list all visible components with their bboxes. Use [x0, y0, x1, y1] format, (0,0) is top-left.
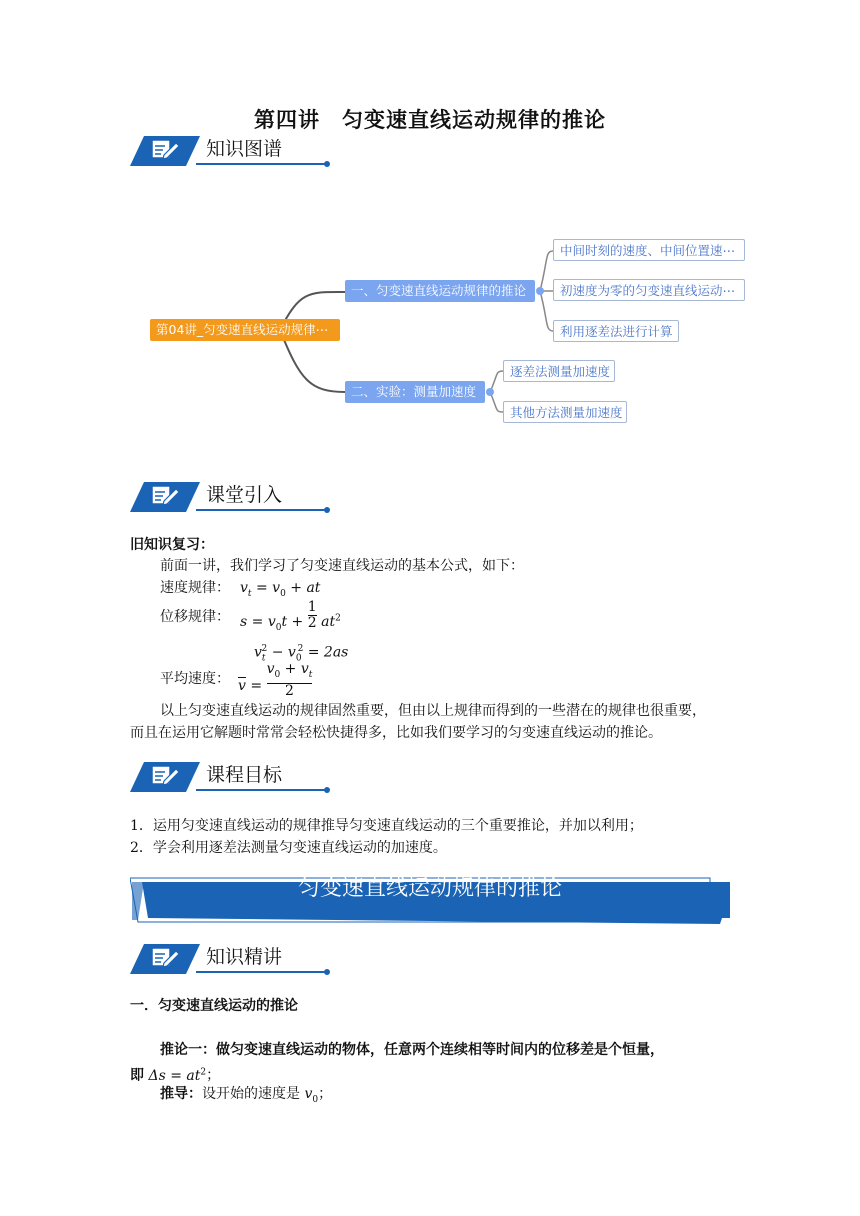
- inference-label: 推论一：: [160, 1042, 216, 1058]
- derivation-text: 设开始的速度是: [202, 1086, 300, 1102]
- lecture-heading: 一．匀变速直线运动的推论: [130, 998, 298, 1014]
- section-header-lecture: [130, 940, 330, 976]
- inference-one: [160, 1039, 664, 1061]
- derivation-label: 推导：: [160, 1086, 202, 1102]
- goal-item: 2．学会利用逐差法测量匀变速直线运动的加速度。: [130, 840, 447, 856]
- section-title: 课程目标: [206, 764, 283, 786]
- formula-average-velocity: $\overline{v} = v_0 + v_t$ 2: [238, 661, 313, 699]
- notepad-pencil-icon: [150, 946, 180, 968]
- mindmap-leaf[interactable]: 其他方法测量加速度: [503, 401, 627, 423]
- mindmap-leaf[interactable]: 利用逐差法进行计算: [553, 320, 679, 342]
- formula-velocity-squared: $v_t^2 - v_0^2 = 2as$: [254, 644, 349, 664]
- banner-title: 匀变速直线运动规律的推论: [297, 876, 562, 901]
- mindmap-branch-2[interactable]: 二、实验：测量加速度: [345, 381, 485, 403]
- derivation-line: 推导：设开始的速度是 $v_0$；: [160, 1086, 333, 1105]
- chapter-banner: [130, 876, 730, 924]
- formula-v0: $v_0$: [304, 1086, 319, 1105]
- page-title: 第四讲 匀变速直线运动规律的推论: [254, 107, 606, 132]
- section-header-goal: [130, 758, 330, 794]
- formula-delta-s: $\Delta s = at^2$: [148, 1067, 207, 1084]
- notepad-pencil-icon: [150, 484, 180, 506]
- formula-velocity: $v_t = v_0$ + at: [240, 580, 321, 599]
- notepad-pencil-icon: [150, 764, 180, 786]
- section-title: 知识图谱: [206, 138, 283, 160]
- mindmap-root[interactable]: 第04讲_匀变速直线运动规律⋯: [150, 319, 340, 341]
- section-header-intro: [130, 478, 330, 514]
- speed-label: 速度规律：: [160, 580, 230, 596]
- inference-prefix: 即: [130, 1067, 144, 1084]
- review-paragraph: 而且在运用它解题时常常会轻松快捷得多，比如我们要学习的匀变速直线运动的推论。: [130, 725, 662, 741]
- formula-displacement: $s = v_0t + 1$ 2 $at^2$: [240, 599, 341, 633]
- avg-label: 平均速度：: [160, 671, 230, 687]
- review-paragraph: 前面一讲，我们学习了匀变速直线运动的基本公式，如下：: [160, 558, 524, 574]
- mindmap-branch-1[interactable]: 一、匀变速直线运动规律的推论: [345, 280, 535, 302]
- inference-formula-line: 即 $\Delta s = at^2$；: [130, 1067, 221, 1084]
- section-title: 课堂引入: [206, 484, 283, 506]
- section-title: 知识精讲: [206, 946, 283, 968]
- mindmap-leaf[interactable]: 初速度为零的匀变速直线运动⋯: [553, 279, 745, 301]
- disp-label: 位移规律：: [160, 609, 230, 625]
- review-heading: 旧知识复习：: [130, 537, 214, 553]
- goal-item: 1．运用匀变速直线运动的规律推导匀变速直线运动的三个重要推论，并加以利用；: [130, 818, 643, 834]
- mindmap-leaf[interactable]: 中间时刻的速度、中间位置速⋯: [553, 239, 745, 261]
- mindmap-leaf[interactable]: 逐差法测量加速度: [503, 360, 615, 382]
- review-paragraph: 以上匀变速直线运动的规律固然重要，但由以上规律而得到的一些潜在的规律也很重要，: [160, 703, 706, 719]
- inference-text: 做匀变速直线运动的物体，任意两个连续相等时间内的位移差是个恒量，: [216, 1042, 664, 1058]
